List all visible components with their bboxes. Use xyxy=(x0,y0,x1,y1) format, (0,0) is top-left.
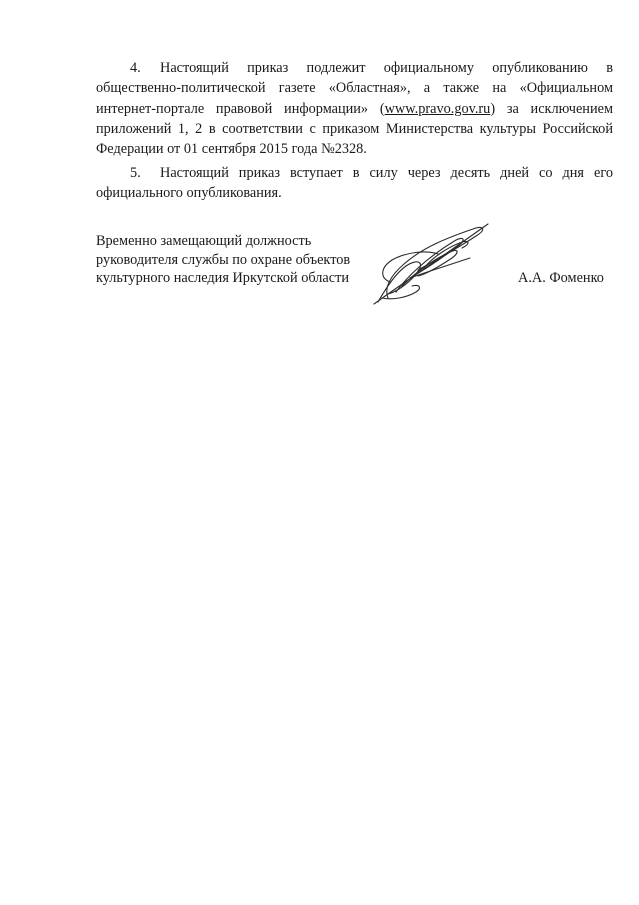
pravo-link[interactable]: www.pravo.gov.ru xyxy=(384,100,491,117)
paragraph-text: Настоящий приказ подлежит официальному опубликованию в общественно-политической газете «Областная», а также на «Официальном интернет-портале правовой информации» ( xyxy=(96,60,613,117)
paragraph-number: 5. xyxy=(130,165,141,181)
handwritten-signature xyxy=(366,218,498,308)
paragraph-number: 4. xyxy=(130,60,141,76)
position-line: Временно замещающий должность xyxy=(96,233,312,249)
paragraph-text-continued: ) за исключением приложений 1, 2 в соответствии с приказом Министерства культуры Российской Федерации от 01 сентября 2015 года №2328. xyxy=(96,100,613,158)
signatory-position xyxy=(96,232,376,288)
paragraph-text: Настоящий приказ вступает в силу через десять дней со дня его официального опубликования. xyxy=(96,165,613,202)
position-line: руководителя службы по охране объектов xyxy=(96,251,351,268)
paragraph-5 xyxy=(96,163,613,204)
signer-name: А.А. Фоменко xyxy=(518,270,604,286)
position-line: культурного наследия Иркутской области xyxy=(96,270,349,286)
paragraph-4 xyxy=(96,58,613,159)
